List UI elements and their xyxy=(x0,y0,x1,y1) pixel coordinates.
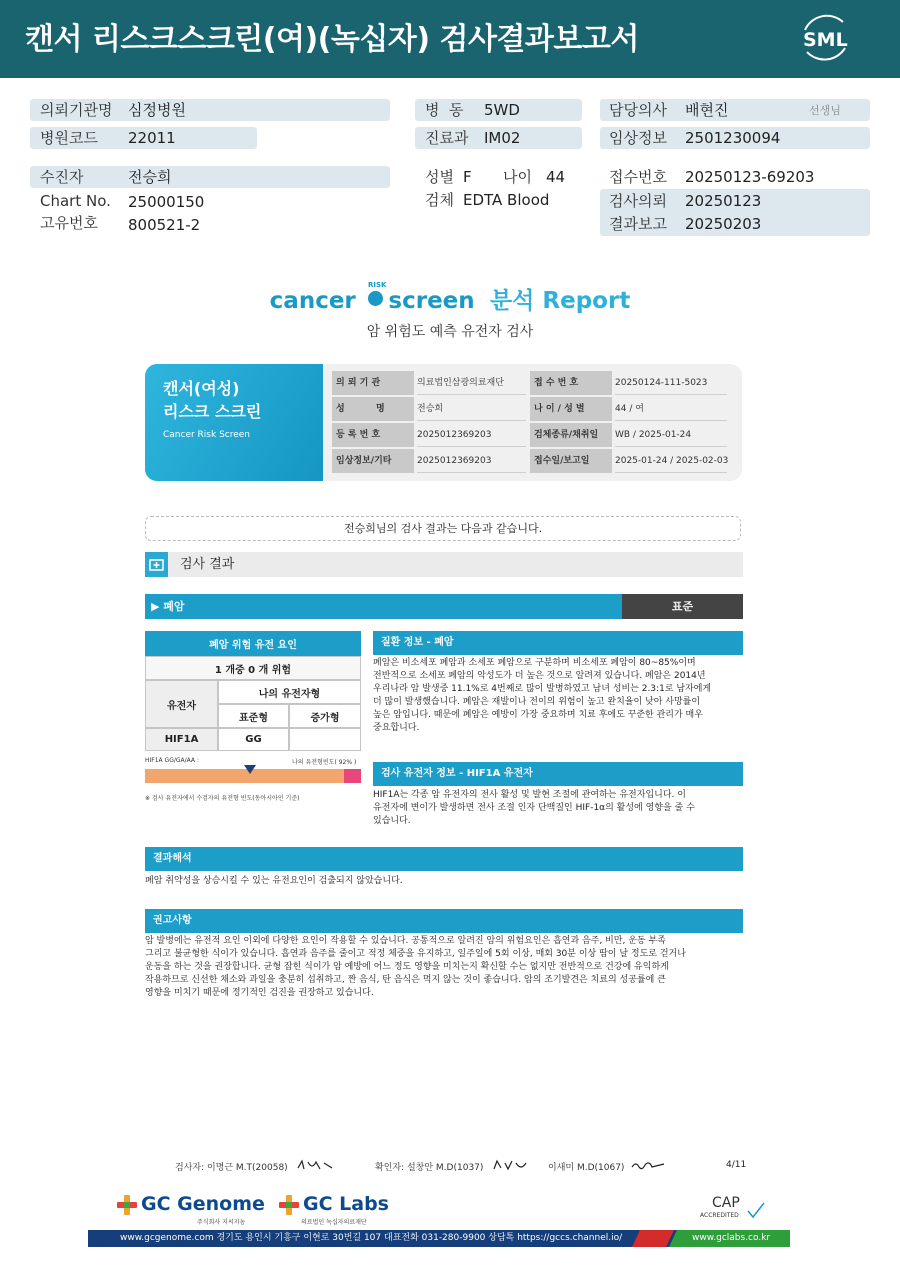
gc-genome-sub: 주식회사 지씨지놈 xyxy=(197,1219,246,1226)
card-value: 의료법인삼광의료재단 xyxy=(417,371,526,395)
folder-plus-icon xyxy=(145,552,168,577)
doctor-label: 담당의사 xyxy=(609,101,667,119)
svg-text:ACCREDITED: ACCREDITED xyxy=(700,1212,739,1219)
my-genotype-header: 나의 유전자형 xyxy=(218,680,361,704)
text-line: 전반적으로 소세포 폐암의 악성도가 더 높은 것으로 알려져 있습니다. 폐암은 2014년 xyxy=(373,671,706,681)
patient-summary-card xyxy=(145,364,742,481)
frequency-bar-tail xyxy=(344,769,361,783)
confirmer2-sign: 이새미 M.D(1067) xyxy=(548,1163,625,1173)
report-title: 캔서 리스크스크린(여)(녹십자) 검사결과보고서 xyxy=(25,22,639,57)
ward-label: 병 동 xyxy=(425,101,464,119)
increased-col-header: 증가형 xyxy=(289,704,361,728)
doctor-value: 배현진 xyxy=(685,101,729,119)
hospital-code-value: 22011 xyxy=(128,129,176,147)
report-subtitle: 암 위험도 예측 유전자 검사 xyxy=(366,324,534,340)
cap-accredited-logo xyxy=(698,1193,766,1223)
result-section-bar xyxy=(145,552,743,577)
report-header xyxy=(0,0,900,78)
dept-value: IM02 xyxy=(484,129,521,147)
card-label: 성 명 xyxy=(332,397,414,421)
text-line: 그리고 불균형한 식이가 있습니다. 흡연과 음주를 줄이고 적정 체중을 유지하고, 일주일에 5회 이상, 매회 30분 이상 땀이 날 정도로 걷거나 xyxy=(145,949,686,959)
card-title-line1: 캔서(여성) xyxy=(163,379,240,398)
id-value: 800521-2 xyxy=(128,216,201,234)
text-line: HIF1A는 각종 암 유전자의 전사 활성 및 발현 조절에 관여하는 유전자입니다. 이 xyxy=(373,790,686,800)
sex-value: F xyxy=(463,168,472,186)
text-line: 우리나라 암 발생중 11.1%로 4번째로 많이 발병하였고 남녀 성비는 2.3:1로 남자에게 xyxy=(373,684,712,694)
card-value: WB / 2025-01-24 xyxy=(615,423,727,447)
standard-col-header: 표준형 xyxy=(218,704,289,728)
text-line: 더 많이 발생했습니다. 폐암은 재발이나 전이의 위험이 높고 완치율이 낮아 사망률이 xyxy=(373,697,701,707)
frequency-marker-icon xyxy=(244,765,256,774)
text-line: 있습니다. xyxy=(373,816,411,826)
patient-label: 수진자 xyxy=(40,168,84,186)
gene-table-header: 폐암 위험 유전 요인 xyxy=(145,631,361,656)
card-label: 접수일/보고일 xyxy=(530,449,612,473)
card-title-en: Cancer Risk Screen xyxy=(163,430,251,440)
card-title-panel xyxy=(145,364,323,481)
request-value: 20250123 xyxy=(685,192,762,210)
institution-value: 심정병원 xyxy=(128,101,186,119)
sml-logo-text: SML xyxy=(803,29,848,51)
gene-info-text xyxy=(373,789,743,828)
doctor-suffix: 선생님 xyxy=(809,104,841,117)
contact-footer xyxy=(88,1230,790,1247)
age-label: 나이 xyxy=(503,168,532,186)
text-line: 유전자에 변이가 발생하면 전사 조절 인자 단백질인 HIF-1α의 활성에 영향을 줄 수 xyxy=(373,803,695,813)
interpretation-text: 폐암 취약성을 상승시킬 수 있는 유전요인이 검출되지 않았습니다. xyxy=(145,876,403,886)
brand-risk: RISK xyxy=(368,281,387,289)
request-label: 검사의뢰 xyxy=(609,192,667,210)
card-value: 전승희 xyxy=(417,397,526,421)
card-value: 44 / 여 xyxy=(615,397,727,421)
card-title-line2: 리스크 스크린 xyxy=(163,402,262,421)
brand-cancer: cancer xyxy=(269,288,356,314)
examiner-sign: 검사자: 이명근 M.T(20058) xyxy=(175,1163,288,1173)
report-label: 결과보고 xyxy=(609,215,667,233)
text-line: 암 발병에는 유전적 요인 이외에 다양한 요인이 작용할 수 있습니다. 공통적으로 알려진 암의 위험요인은 흡연과 음주, 비만, 운동 부족 xyxy=(145,936,666,946)
recommendation-text xyxy=(145,935,743,1000)
svg-text:CAP: CAP xyxy=(712,1195,740,1211)
cancer-name-bar: ▶ 폐암 xyxy=(145,594,622,619)
interpretation-header: 결과해석 xyxy=(145,847,743,871)
gc-labs-name: GC Labs xyxy=(303,1193,389,1215)
brand-plus-icon xyxy=(368,291,383,306)
gene-name-cell: HIF1A xyxy=(145,728,218,751)
risk-level-badge: 표준 xyxy=(622,594,743,619)
clinical-value: 2501230094 xyxy=(685,129,781,147)
increased-value-cell xyxy=(289,728,361,751)
card-label: 의 뢰 기 관 xyxy=(332,371,414,395)
disease-info-text xyxy=(373,657,743,735)
card-value: 2025012369203 xyxy=(417,449,526,473)
brand-report: 분석 Report xyxy=(489,288,631,314)
institution-label: 의뢰기관명 xyxy=(40,101,113,119)
card-label: 등 록 번 호 xyxy=(332,423,414,447)
text-line: 높은 암입니다. 때문에 폐암은 예방이 가장 중요하며 치료 후에도 꾸준한 관리가 매우 xyxy=(373,710,703,720)
frequency-note: ※ 검사 유전자에서 수검자의 유전형 빈도(동아시아인 기준) xyxy=(145,795,300,802)
gene-table-summary: 1 개중 0 개 위험 xyxy=(145,656,361,680)
receipt-label: 접수번호 xyxy=(609,168,667,186)
card-label: 접 수 번 호 xyxy=(530,371,612,395)
specimen-value: EDTA Blood xyxy=(463,191,550,209)
examiner-signature-icon xyxy=(296,1158,336,1172)
text-line: 중요합니다. xyxy=(373,723,420,733)
report-value: 20250203 xyxy=(685,215,762,233)
standard-value-cell: GG xyxy=(218,728,289,751)
text-line: 폐암은 비소세포 폐암과 소세포 폐암으로 구분하며 비소세포 폐암이 80~85%이며 xyxy=(373,658,696,668)
receipt-value: 20250123-69203 xyxy=(685,168,815,186)
card-value: 2025-01-24 / 2025-02-03 xyxy=(615,449,727,473)
footer-stripe xyxy=(632,1230,674,1247)
genotypes-label: HIF1A GG/GA/AA : xyxy=(145,757,199,764)
gc-labs-sub: 의료법인 녹십자의료재단 xyxy=(301,1219,367,1226)
brand-screen: screen xyxy=(388,288,475,314)
card-label: 나 이 / 성 별 xyxy=(530,397,612,421)
sex-label: 성별 xyxy=(425,168,454,186)
clinical-label: 임상정보 xyxy=(609,129,667,147)
report-brand xyxy=(0,282,900,315)
gc-cross-icon xyxy=(279,1195,299,1215)
card-value: 20250124-111-5023 xyxy=(615,371,727,395)
intro-text: 전승희님의 검사 결과는 다음과 같습니다. xyxy=(145,516,741,541)
id-label: 고유번호 xyxy=(40,214,98,232)
specimen-label: 검체 xyxy=(425,191,454,209)
page-number: 4/11 xyxy=(726,1160,747,1170)
chart-label: Chart No. xyxy=(40,192,111,210)
contact-text: www.gcgenome.com 경기도 용인시 기흥구 이현로 30번길 107 대표전화 031-280-9900 상담톡 https://gccs.channel.io/ xyxy=(120,1233,623,1243)
ward-value: 5WD xyxy=(484,101,520,119)
gene-info-header: 검사 유전자 정보 - HIF1A 유전자 xyxy=(373,762,743,786)
my-frequency-label: 나의 유전형빈도( 92% ) xyxy=(292,759,357,766)
confirmer2-signature-icon xyxy=(630,1158,666,1172)
text-line: 영향을 미치기 때문에 정기적인 검진을 권장하고 있습니다. xyxy=(145,988,374,998)
dept-label: 진료과 xyxy=(425,129,469,147)
card-label: 검체종류/채취일 xyxy=(530,423,612,447)
hospital-code-label: 병원코드 xyxy=(40,129,98,147)
text-line: 작용하므로 신선한 채소와 과일을 충분히 섭취하고, 짠 음식, 탄 음식은 먹지 않는 것이 좋습니다. 암의 조기발견은 치료의 성공률에 큰 xyxy=(145,975,666,985)
recommendation-header: 권고사항 xyxy=(145,909,743,933)
result-section-title: 검사 결과 xyxy=(180,557,235,572)
confirmer-sign: 확인자: 설창안 M.D(1037) xyxy=(375,1163,484,1173)
info-bar xyxy=(30,166,390,188)
disease-info-header: 질환 정보 - 폐암 xyxy=(373,631,743,655)
gc-genome-name: GC Genome xyxy=(141,1193,265,1215)
gclabs-website-link[interactable]: www.gclabs.co.kr xyxy=(692,1233,771,1243)
card-value: 2025012369203 xyxy=(417,423,526,447)
chart-value: 25000150 xyxy=(128,193,205,211)
text-line: 운동을 하는 것을 권장합니다. 균형 잡힌 식이가 암 예방에 어느 정도 영향을 미치는지 확신할 수는 없지만 전반적으로 건강에 유익하게 xyxy=(145,962,669,972)
age-value: 44 xyxy=(546,168,566,186)
gc-cross-icon xyxy=(117,1195,137,1215)
card-label: 임상정보/기타 xyxy=(332,449,414,473)
sml-logo-icon xyxy=(797,12,853,64)
gene-col-header: 유전자 xyxy=(145,680,218,728)
confirmer-signature-icon xyxy=(492,1158,532,1172)
patient-value: 전승희 xyxy=(128,168,172,186)
